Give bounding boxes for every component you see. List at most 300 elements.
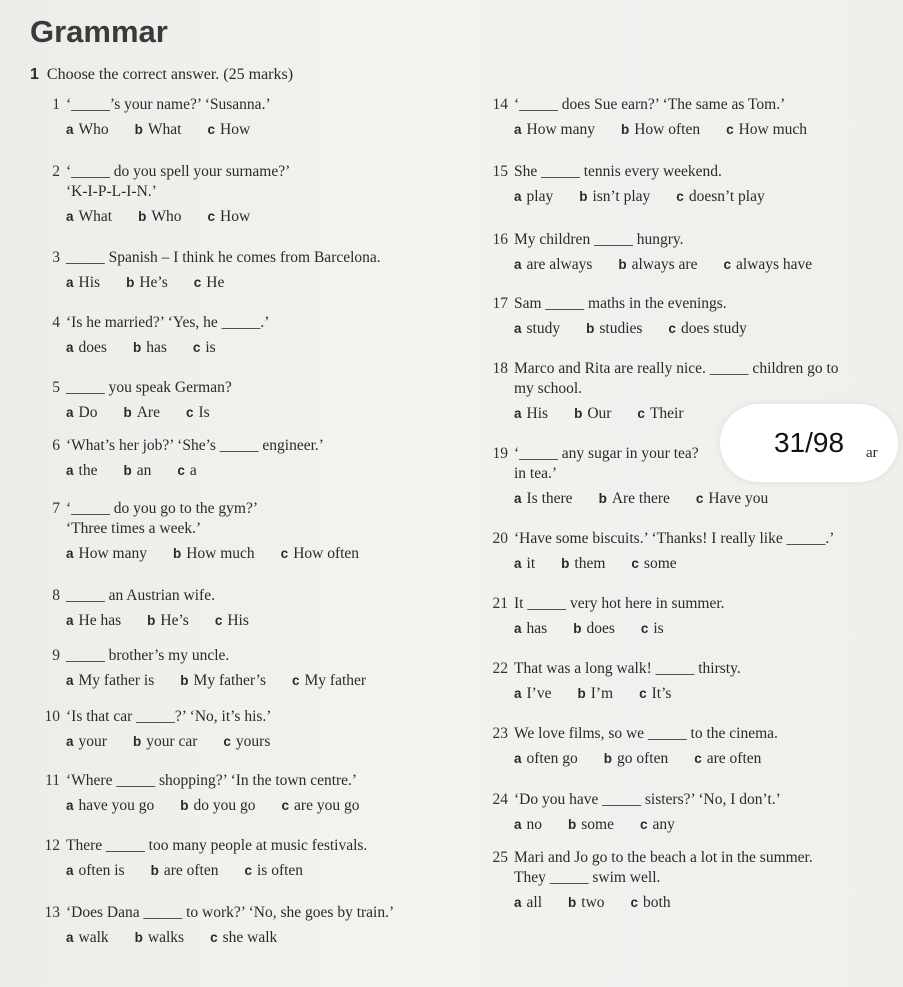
exercise-number: 1 xyxy=(30,66,39,83)
option-a[interactable] xyxy=(66,796,154,816)
option-letter: c xyxy=(210,930,218,945)
option-text: both xyxy=(643,894,671,911)
question-number: 4 xyxy=(52,314,60,331)
option-text: How many xyxy=(78,545,147,562)
question-13 xyxy=(38,903,394,948)
option-text: are always xyxy=(526,256,593,273)
option-text: Are there xyxy=(611,490,670,507)
option-c[interactable] xyxy=(193,338,216,358)
question-text: ‘_____’s your name?’ ‘Susanna.’ xyxy=(66,96,271,113)
question-text: my school. xyxy=(514,380,583,397)
option-letter: a xyxy=(66,613,74,628)
question-text: ‘Do you have _____ sisters?’ ‘No, I don’t.’ xyxy=(514,791,781,808)
option-a[interactable] xyxy=(514,404,548,424)
question-5 xyxy=(38,378,236,423)
option-a[interactable] xyxy=(514,120,595,140)
option-c[interactable] xyxy=(676,187,764,207)
option-text: walk xyxy=(78,929,109,946)
option-letter: c xyxy=(726,122,734,137)
option-b[interactable] xyxy=(151,861,219,881)
option-letter: a xyxy=(514,257,522,272)
question-23 xyxy=(486,724,787,769)
question-9 xyxy=(38,646,392,691)
option-b[interactable] xyxy=(568,893,605,913)
option-letter: a xyxy=(66,798,74,813)
option-text: isn’t play xyxy=(592,188,651,205)
option-c[interactable] xyxy=(696,489,768,509)
option-c[interactable] xyxy=(207,207,250,227)
option-text: His xyxy=(526,405,549,422)
option-c[interactable] xyxy=(207,120,250,140)
option-a[interactable] xyxy=(514,619,547,639)
question-text: ‘Where _____ shopping?’ ‘In the town centre.’ xyxy=(66,772,358,789)
option-a[interactable] xyxy=(66,403,97,423)
question-number: 7 xyxy=(52,500,60,517)
question-number: 18 xyxy=(492,360,508,377)
option-text: Have you xyxy=(708,490,769,507)
option-letter: c xyxy=(207,122,215,137)
option-text: I’m xyxy=(590,685,614,702)
question-text: ‘Is that car _____?’ ‘No, it’s his.’ xyxy=(66,708,272,725)
answer-options xyxy=(486,619,725,639)
option-text: always have xyxy=(735,256,813,273)
option-text: How often xyxy=(293,545,360,562)
question-number: 11 xyxy=(45,772,60,789)
question-text: There _____ too many people at music festivals. xyxy=(66,837,368,854)
option-letter: b xyxy=(180,673,189,688)
option-b[interactable] xyxy=(579,187,650,207)
answer-options xyxy=(38,732,296,752)
option-text: does xyxy=(78,339,107,356)
option-b[interactable] xyxy=(573,619,615,639)
option-letter: c xyxy=(281,798,290,813)
option-letter: b xyxy=(579,189,588,204)
question-text: ‘K-I-P-L-I-N.’ xyxy=(66,183,157,200)
option-letter: b xyxy=(180,798,189,813)
option-letter: c xyxy=(292,673,300,688)
option-text: What xyxy=(78,208,113,225)
option-a[interactable] xyxy=(66,120,109,140)
option-text: are often xyxy=(163,862,219,879)
option-text: are you go xyxy=(294,797,360,814)
question-text: That was a long walk! _____ thirsty. xyxy=(514,660,741,677)
option-text: He’s xyxy=(160,612,189,629)
option-text: any xyxy=(652,816,675,833)
option-text: Who xyxy=(78,121,109,138)
option-a[interactable] xyxy=(66,273,100,293)
option-text: walks xyxy=(147,929,185,946)
option-a[interactable] xyxy=(66,861,125,881)
question-text: Mari and Jo go to the beach a lot in the summer. xyxy=(514,849,813,866)
option-text: is xyxy=(653,620,664,637)
option-letter: b xyxy=(132,340,142,355)
option-text: His xyxy=(227,612,249,629)
answer-options xyxy=(486,815,781,835)
option-a[interactable] xyxy=(514,554,535,574)
option-letter: b xyxy=(147,613,156,628)
option-letter: a xyxy=(514,122,522,137)
option-text: He’s xyxy=(139,274,168,291)
option-text: an xyxy=(136,462,152,479)
option-text: two xyxy=(581,894,605,911)
option-c[interactable] xyxy=(641,619,664,639)
question-text: ‘Have some biscuits.’ ‘Thanks! I really like _____.’ xyxy=(514,530,835,547)
question-number: 1 xyxy=(52,96,60,113)
option-letter: b xyxy=(126,275,135,290)
option-b[interactable] xyxy=(604,749,668,769)
answer-options xyxy=(486,554,834,574)
option-text: What xyxy=(147,121,182,138)
question-number: 17 xyxy=(492,295,508,312)
option-b[interactable] xyxy=(621,120,700,140)
option-text: Our xyxy=(587,405,612,422)
option-a[interactable] xyxy=(66,928,109,948)
question-10 xyxy=(38,707,296,752)
option-c[interactable] xyxy=(223,732,270,752)
option-text: all xyxy=(526,894,543,911)
option-b[interactable] xyxy=(123,403,160,423)
option-letter: b xyxy=(123,463,132,478)
option-text: How often xyxy=(634,121,701,138)
option-text: she walk xyxy=(222,929,278,946)
option-c[interactable] xyxy=(631,893,671,913)
option-a[interactable] xyxy=(514,684,551,704)
option-c[interactable] xyxy=(194,273,225,293)
option-text: His xyxy=(78,274,101,291)
option-letter: b xyxy=(134,122,143,137)
option-c[interactable] xyxy=(177,461,196,481)
option-text: always are xyxy=(631,256,698,273)
option-letter: b xyxy=(150,863,159,878)
option-b[interactable] xyxy=(133,338,167,358)
option-letter: c xyxy=(630,895,639,910)
option-b[interactable] xyxy=(135,120,182,140)
question-text: _____ Spanish – I think he comes from Barcelona. xyxy=(66,249,381,266)
answer-options xyxy=(486,255,838,275)
answer-options xyxy=(38,611,275,631)
option-letter: c xyxy=(280,546,289,561)
page-counter-badge: 31/98 xyxy=(720,404,898,482)
option-letter: c xyxy=(214,613,223,628)
question-14 xyxy=(486,95,833,140)
question-8 xyxy=(38,586,275,631)
answer-options xyxy=(38,861,367,881)
question-text: _____ you speak German? xyxy=(66,379,232,396)
option-letter: a xyxy=(66,340,74,355)
option-letter: c xyxy=(694,751,702,766)
option-letter: b xyxy=(132,734,142,749)
question-text: ‘Is he married?’ ‘Yes, he _____.’ xyxy=(66,314,270,331)
option-letter: a xyxy=(514,406,522,421)
option-letter: a xyxy=(514,817,522,832)
question-text: in tea.’ xyxy=(514,465,558,482)
answer-options xyxy=(38,928,394,948)
question-number: 20 xyxy=(492,530,508,547)
option-a[interactable] xyxy=(66,671,154,691)
option-text: Their xyxy=(649,405,684,422)
option-text: often go xyxy=(526,750,578,767)
question-number: 6 xyxy=(52,437,60,454)
option-text: How much xyxy=(738,121,808,138)
question-text: ‘_____ do you spell your surname?’ xyxy=(66,163,291,180)
question-25 xyxy=(486,848,813,913)
question-text: Sam _____ maths in the evenings. xyxy=(514,295,727,312)
option-text: have you go xyxy=(78,797,155,814)
question-1 xyxy=(38,95,276,140)
question-12 xyxy=(38,836,367,881)
option-letter: b xyxy=(577,686,586,701)
option-text: do you go xyxy=(193,797,256,814)
option-b[interactable] xyxy=(561,554,605,574)
option-letter: b xyxy=(172,546,182,561)
option-letter: a xyxy=(66,673,74,688)
option-letter: c xyxy=(193,275,202,290)
question-2 xyxy=(38,162,290,227)
option-text: play xyxy=(526,188,554,205)
option-c[interactable] xyxy=(639,684,671,704)
question-text: ‘What’s her job?’ ‘She’s _____ engineer.’ xyxy=(66,437,324,454)
page-title: Grammar xyxy=(30,14,168,49)
option-text: How much xyxy=(186,545,255,562)
option-text: studies xyxy=(599,320,643,337)
option-a[interactable] xyxy=(66,611,121,631)
answer-options xyxy=(486,684,741,704)
option-a[interactable] xyxy=(514,893,542,913)
option-c[interactable] xyxy=(637,404,683,424)
question-number: 13 xyxy=(44,904,60,921)
option-b[interactable] xyxy=(574,404,611,424)
option-c[interactable] xyxy=(281,544,359,564)
option-text: doesn’t play xyxy=(688,188,765,205)
option-text: He has xyxy=(78,612,122,629)
question-number: 14 xyxy=(492,96,508,113)
answer-options xyxy=(38,120,276,140)
option-b[interactable] xyxy=(180,671,266,691)
question-number: 12 xyxy=(44,837,60,854)
option-letter: c xyxy=(185,405,194,420)
question-22 xyxy=(486,659,741,704)
option-a[interactable] xyxy=(66,461,97,481)
option-a[interactable] xyxy=(514,187,553,207)
option-letter: a xyxy=(514,621,522,636)
option-letter: c xyxy=(244,863,252,878)
question-number: 16 xyxy=(492,231,508,248)
option-c[interactable] xyxy=(694,749,761,769)
option-b[interactable] xyxy=(135,928,184,948)
question-number: 9 xyxy=(52,647,60,664)
question-number: 8 xyxy=(52,587,60,604)
option-text: does xyxy=(586,620,615,637)
option-text: does study xyxy=(680,320,747,337)
option-letter: c xyxy=(207,209,215,224)
option-letter: a xyxy=(66,275,74,290)
option-letter: c xyxy=(631,556,639,571)
question-text: _____ an Austrian wife. xyxy=(66,587,215,604)
question-number: 22 xyxy=(492,660,508,677)
option-b[interactable] xyxy=(147,611,189,631)
question-24 xyxy=(486,790,781,835)
option-text: are often xyxy=(706,750,762,767)
option-a[interactable] xyxy=(66,732,107,752)
question-number: 3 xyxy=(52,249,60,266)
option-letter: c xyxy=(668,321,676,336)
answer-options xyxy=(38,671,392,691)
question-text: _____ brother’s my uncle. xyxy=(66,647,230,664)
option-c[interactable] xyxy=(186,403,210,423)
option-text: often is xyxy=(78,862,125,879)
option-letter: b xyxy=(598,491,607,506)
option-text: is often xyxy=(257,862,304,879)
option-text: is xyxy=(205,339,216,356)
option-letter: a xyxy=(514,491,522,506)
instruction xyxy=(30,66,293,84)
option-a[interactable] xyxy=(514,489,573,509)
question-number: 25 xyxy=(492,849,508,866)
question-text: It _____ very hot here in summer. xyxy=(514,595,725,612)
option-c[interactable] xyxy=(640,815,675,835)
question-4 xyxy=(38,313,269,358)
option-letter: a xyxy=(66,546,74,561)
option-letter: c xyxy=(640,621,649,636)
option-b[interactable] xyxy=(568,815,614,835)
option-c[interactable] xyxy=(282,796,360,816)
option-text: the xyxy=(78,462,98,479)
answer-options xyxy=(486,319,773,339)
instruction-text: Choose the correct answer. (25 marks) xyxy=(46,66,294,83)
option-letter: a xyxy=(66,209,74,224)
option-c[interactable] xyxy=(726,120,807,140)
option-text: some xyxy=(581,816,614,833)
answer-options xyxy=(38,796,385,816)
question-text: ‘_____ does Sue earn?’ ‘The same as Tom.’ xyxy=(514,96,786,113)
option-c[interactable] xyxy=(244,861,303,881)
answer-options xyxy=(486,187,791,207)
question-number: 24 xyxy=(492,791,508,808)
option-text: Are xyxy=(136,404,160,421)
option-text: My father’s xyxy=(193,672,266,689)
option-a[interactable] xyxy=(514,749,578,769)
option-letter: a xyxy=(514,895,522,910)
option-letter: c xyxy=(223,734,231,749)
question-text: ‘Three times a week.’ xyxy=(66,520,202,537)
option-a[interactable] xyxy=(66,207,112,227)
overlay-text-fragment: ar xyxy=(866,445,878,461)
option-b[interactable] xyxy=(586,319,642,339)
option-text: Who xyxy=(151,208,182,225)
option-text: some xyxy=(643,555,677,572)
question-3 xyxy=(38,248,381,293)
option-letter: a xyxy=(66,463,74,478)
option-letter: a xyxy=(66,734,74,749)
option-letter: a xyxy=(514,751,522,766)
option-text: it xyxy=(526,555,536,572)
option-c[interactable] xyxy=(668,319,746,339)
option-b[interactable] xyxy=(180,796,255,816)
answer-options xyxy=(38,544,385,564)
option-text: has xyxy=(526,620,548,637)
option-text: Do xyxy=(78,404,98,421)
question-text: ‘_____ do you go to the gym?’ xyxy=(66,500,259,517)
question-6 xyxy=(38,436,324,481)
option-c[interactable] xyxy=(723,255,812,275)
option-text: go often xyxy=(617,750,669,767)
option-letter: b xyxy=(618,257,627,272)
question-15 xyxy=(486,162,791,207)
question-number: 10 xyxy=(44,708,60,725)
question-text: Marco and Rita are really nice. _____ children go to xyxy=(514,360,839,377)
option-text: your xyxy=(78,733,107,750)
option-b[interactable] xyxy=(138,207,181,227)
question-number: 23 xyxy=(492,725,508,742)
option-letter: a xyxy=(66,863,74,878)
option-a[interactable] xyxy=(66,544,147,564)
question-20 xyxy=(486,529,834,574)
option-letter: a xyxy=(514,686,522,701)
option-c[interactable] xyxy=(215,611,249,631)
question-7 xyxy=(38,499,385,564)
question-text: My children _____ hungry. xyxy=(514,231,684,248)
option-text: How xyxy=(220,121,251,138)
option-a[interactable] xyxy=(514,255,592,275)
option-c[interactable] xyxy=(292,671,366,691)
option-letter: b xyxy=(574,406,583,421)
option-text: study xyxy=(526,320,561,337)
question-number: 15 xyxy=(492,163,508,180)
option-a[interactable] xyxy=(514,319,560,339)
option-letter: b xyxy=(138,209,147,224)
option-b[interactable] xyxy=(133,732,197,752)
question-number: 5 xyxy=(52,379,60,396)
question-17 xyxy=(486,294,773,339)
option-letter: b xyxy=(573,621,582,636)
question-number: 2 xyxy=(52,163,60,180)
option-text: yours xyxy=(235,733,271,750)
option-b[interactable] xyxy=(123,461,151,481)
option-text: How xyxy=(220,208,251,225)
question-21 xyxy=(486,594,725,639)
option-letter: a xyxy=(66,930,74,945)
option-letter: b xyxy=(568,817,577,832)
option-letter: c xyxy=(637,406,645,421)
option-letter: c xyxy=(177,463,185,478)
option-c[interactable] xyxy=(631,554,676,574)
question-11 xyxy=(38,771,385,816)
option-letter: a xyxy=(514,321,522,336)
option-c[interactable] xyxy=(210,928,277,948)
question-number: 19 xyxy=(492,445,508,462)
option-b[interactable] xyxy=(599,489,670,509)
option-b[interactable] xyxy=(618,255,697,275)
option-letter: b xyxy=(561,556,570,571)
option-a[interactable] xyxy=(514,815,542,835)
answer-options xyxy=(486,489,794,509)
option-b[interactable] xyxy=(173,544,255,564)
option-letter: b xyxy=(134,930,143,945)
option-letter: a xyxy=(514,189,522,204)
option-b[interactable] xyxy=(577,684,613,704)
answer-options xyxy=(486,120,833,140)
option-text: has xyxy=(146,339,167,356)
option-text: Is xyxy=(198,404,210,421)
option-letter: b xyxy=(620,122,630,137)
option-a[interactable] xyxy=(66,338,107,358)
option-text: It’s xyxy=(651,685,672,702)
question-text: ‘Does Dana _____ to work?’ ‘No, she goes by train.’ xyxy=(66,904,395,921)
option-text: How many xyxy=(526,121,595,138)
option-b[interactable] xyxy=(126,273,168,293)
option-letter: a xyxy=(514,556,522,571)
option-text: a xyxy=(189,462,197,479)
